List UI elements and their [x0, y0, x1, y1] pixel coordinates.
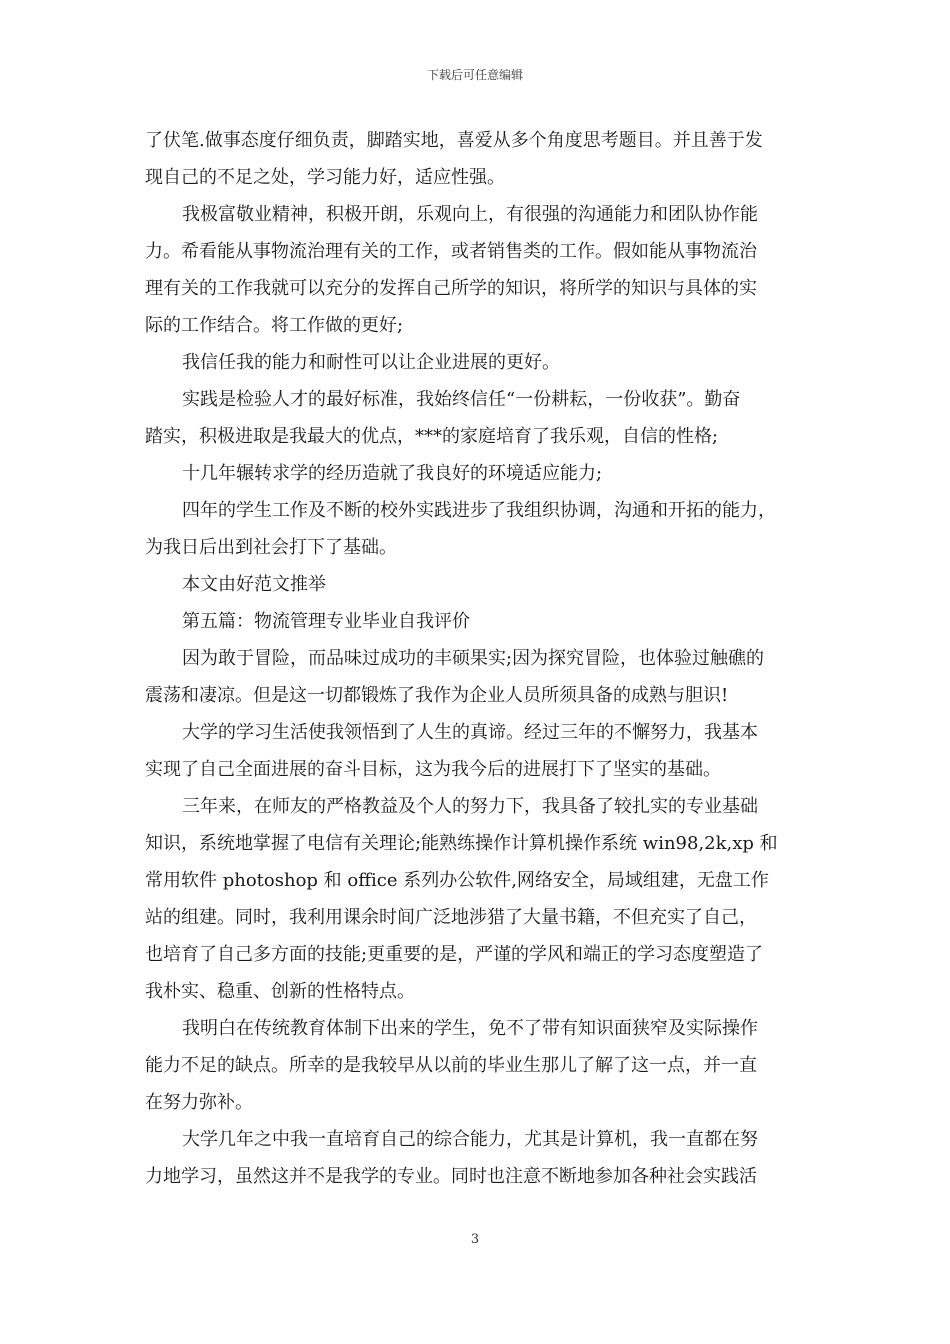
- text-line: 踏实，积极进取是我最大的优点，***的家庭培育了我乐观，自信的性格;: [145, 426, 719, 447]
- text-line: 我朴实、稳重、创新的性格特点。: [145, 981, 415, 1002]
- text-line: 际的工作结合。将工作做的更好;: [145, 315, 404, 336]
- text-line: 在努力弥补。: [145, 1092, 253, 1113]
- text-line: 知识，系统地掌握了电信有关理论;能熟练操作计算机操作系统 win98,2k,xp 和: [145, 833, 778, 854]
- text-line: 了伏笔.做事态度仔细负责，脚踏实地，喜爱从多个角度思考题目。并且善于发: [145, 130, 763, 151]
- text-line: 第五篇：物流管理专业毕业自我评价: [182, 611, 470, 632]
- text-line: 十几年辗转求学的经历造就了我良好的环境适应能力;: [182, 463, 603, 484]
- text-line: 理有关的工作我就可以充分的发挥自己所学的知识，将所学的知识与具体的实: [145, 278, 757, 299]
- text-line: 三年来，在师友的严格教益及个人的努力下，我具备了较扎实的专业基础: [182, 796, 758, 817]
- page-header: 下载后可任意编辑: [426, 68, 523, 82]
- text-line: 震荡和凄凉。但是这一切都锻炼了我作为企业人员所须具备的成熟与胆识!: [145, 685, 729, 706]
- text-line: 四年的学生工作及不断的校外实践进步了我组织协调，沟通和开拓的能力，: [182, 500, 776, 521]
- text-line: 大学几年之中我一直培育自己的综合能力，尤其是计算机，我一直都在努: [182, 1129, 758, 1150]
- text-line: 大学的学习生活使我领悟到了人生的真谛。经过三年的不懈努力，我基本: [182, 722, 758, 743]
- text-line: 能力不足的缺点。所幸的是我较早从以前的毕业生那儿了解了这一点，并一直: [145, 1055, 757, 1076]
- text-line: 实现了自己全面进展的奋斗目标，这为我今后的进展打下了坚实的基础。: [145, 759, 721, 780]
- text-line: 我极富敬业精神，积极开朗，乐观向上，有很强的沟通能力和团队协作能: [182, 204, 758, 225]
- text-line: 常用软件 photoshop 和 office 系列办公软件,网络安全，局域组建，无盘工作: [145, 870, 769, 891]
- text-line: 本文由好范文推举: [182, 574, 326, 595]
- text-line: 也培育了自己多方面的技能;更重要的是，严谨的学风和端正的学习态度塑造了: [145, 944, 764, 965]
- page-number: 3: [470, 1232, 480, 1247]
- text-line: 现自己的不足之处，学习能力好，适应性强。: [145, 167, 505, 188]
- text-line: 力。希看能从事物流治理有关的工作，或者销售类的工作。假如能从事物流治: [145, 241, 757, 262]
- text-line: 力地学习，虽然这并不是我学的专业。同时也注意不断地参加各种社会实践活: [145, 1166, 757, 1187]
- text-line: 我明白在传统教育体制下出来的学生，免不了带有知识面狭窄及实际操作: [182, 1018, 758, 1039]
- text-line: 为我日后出到社会打下了基础。: [145, 537, 397, 558]
- document-body: [145, 122, 820, 1195]
- text-line: 站的组建。同时，我利用课余时间广泛地涉猎了大量书籍，不但充实了自己，: [145, 907, 757, 928]
- text-line: 因为敢于冒险，而品味过成功的丰硕果实;因为探究冒险，也体验过触礁的: [182, 648, 765, 669]
- text-line: 我信任我的能力和耐性可以让企业进展的更好。: [182, 352, 560, 373]
- text-line: 实践是检验人才的最好标准，我始终信任“一份耕耘，一份收获”。勤奋: [182, 389, 741, 410]
